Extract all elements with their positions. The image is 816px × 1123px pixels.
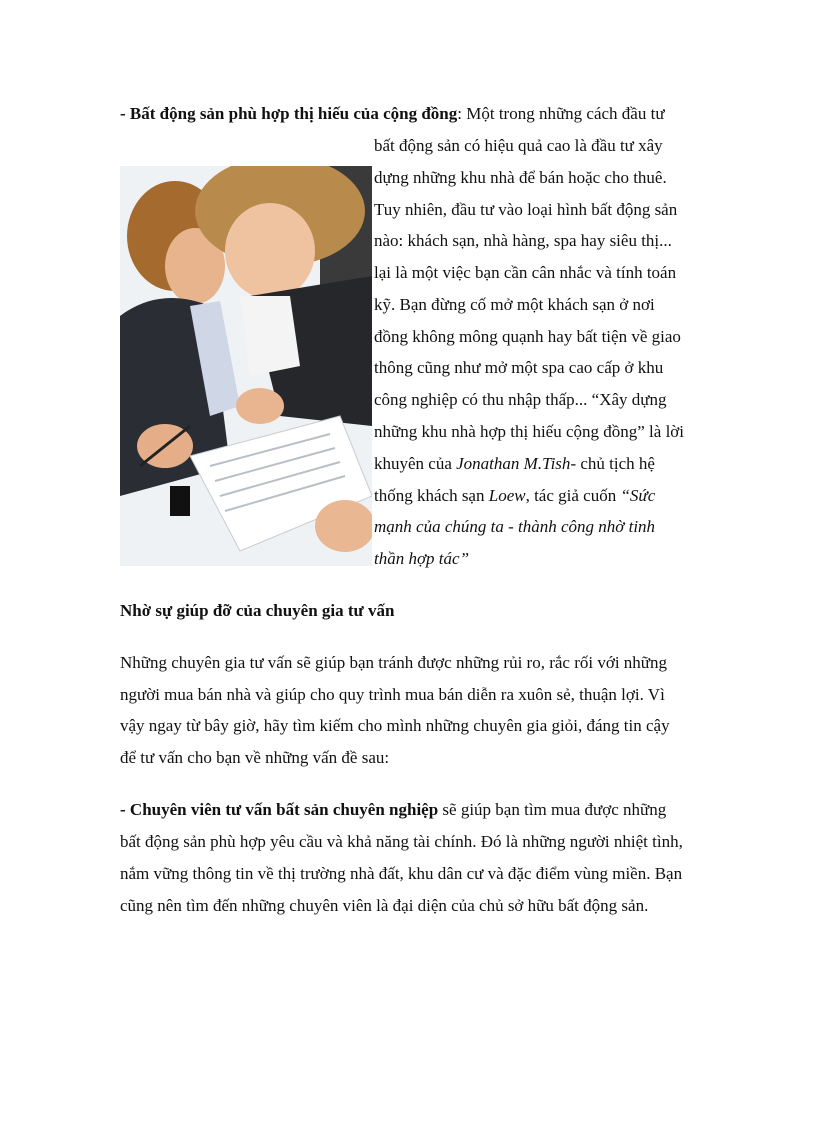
section2-title-text: Nhờ sự giúp đỡ của chuyên gia tư vấn: [120, 601, 395, 620]
section1-line-9: công nghiệp có thu nhập thấp... “Xây dựng: [374, 390, 667, 409]
section2-title: [120, 601, 394, 621]
person-name: Jonathan M.Tish: [456, 454, 571, 473]
section1-line-10: những khu nhà hợp thị hiếu cộng đồng” là lời: [374, 422, 685, 441]
section1-heading-bold: - Bất động sản phù hợp thị hiếu của cộng đồng: [120, 104, 458, 123]
section1-line-11: [374, 454, 655, 474]
book-title-start: “Sức: [620, 486, 656, 505]
section1-line-8: thông cũng như mở một spa cao cấp ở khu: [374, 358, 664, 377]
person-title: - chủ tịch hệ: [570, 454, 655, 473]
book-prefix: , tác giả cuốn: [525, 486, 621, 505]
section3-line-1: bất động sản phù hợp yêu cầu và khả năng tài chính. Đó là những người nhiệt tình,: [120, 832, 683, 851]
book-title-end: thần hợp tác”: [374, 549, 470, 568]
hotel-prefix: thống khách sạn: [374, 486, 489, 505]
section3-lead-rest: sẽ giúp bạn tìm mua được những: [438, 800, 667, 819]
section2-para-line-1: Những chuyên gia tư vấn sẽ giúp bạn tránh được những rủi ro, rắc rối với những: [120, 653, 668, 672]
section3-lead-bold: - Chuyên viên tư vấn bất sản chuyên nghiệp: [120, 800, 439, 819]
section1-line-4: nào: khách sạn, nhà hàng, spa hay siêu thị...: [374, 231, 672, 250]
section3-line-2: nắm vững thông tin về thị trường nhà đất, khu dân cư và đặc điểm vùng miền. Bạn: [120, 864, 683, 883]
section2-para-line-2: người mua bán nhà và giúp cho quy trình mua bán diễn ra xuôn sẻ, thuận lợi. Vì: [120, 685, 665, 704]
section1-heading-line: [120, 104, 665, 124]
hotel-name: Loew: [488, 486, 526, 505]
section1-line-1: bất động sản có hiệu quả cao là đầu tư xây: [374, 136, 663, 155]
section1-line-2: dựng những khu nhà để bán hoặc cho thuê.: [374, 168, 667, 187]
section1-line-7: đồng không mông quạnh hay bất tiện về giao: [374, 327, 681, 346]
section1-line-12: [374, 486, 655, 506]
section1-line-6: kỹ. Bạn đừng cố mở một khách sạn ở nơi: [374, 295, 655, 314]
section3-line-3: cũng nên tìm đến những chuyên viên là đại diện của chủ sở hữu bất động sản.: [120, 896, 649, 915]
quote-attribution-prefix: khuyên của: [374, 454, 457, 473]
section3-lead-line: [120, 800, 666, 820]
section1-line-3: Tuy nhiên, đầu tư vào loại hình bất động sản: [374, 200, 678, 219]
section1-heading-rest: : Một trong những cách đầu tư: [457, 104, 665, 123]
section2-para-line-3: vậy ngay từ bây giờ, hãy tìm kiếm cho mình những chuyên gia giỏi, đáng tin cậy: [120, 716, 670, 735]
section1-line-5: lại là một việc bạn cần cân nhắc và tính toán: [374, 263, 677, 282]
section1-line-14: [374, 549, 469, 569]
book-title-middle: mạnh của chúng ta - thành công nhờ tinh: [374, 517, 656, 536]
business-meeting-photo: [120, 166, 372, 566]
section2-para-line-4: để tư vấn cho bạn về những vấn đề sau:: [120, 748, 390, 767]
section1-line-13: [374, 517, 655, 537]
